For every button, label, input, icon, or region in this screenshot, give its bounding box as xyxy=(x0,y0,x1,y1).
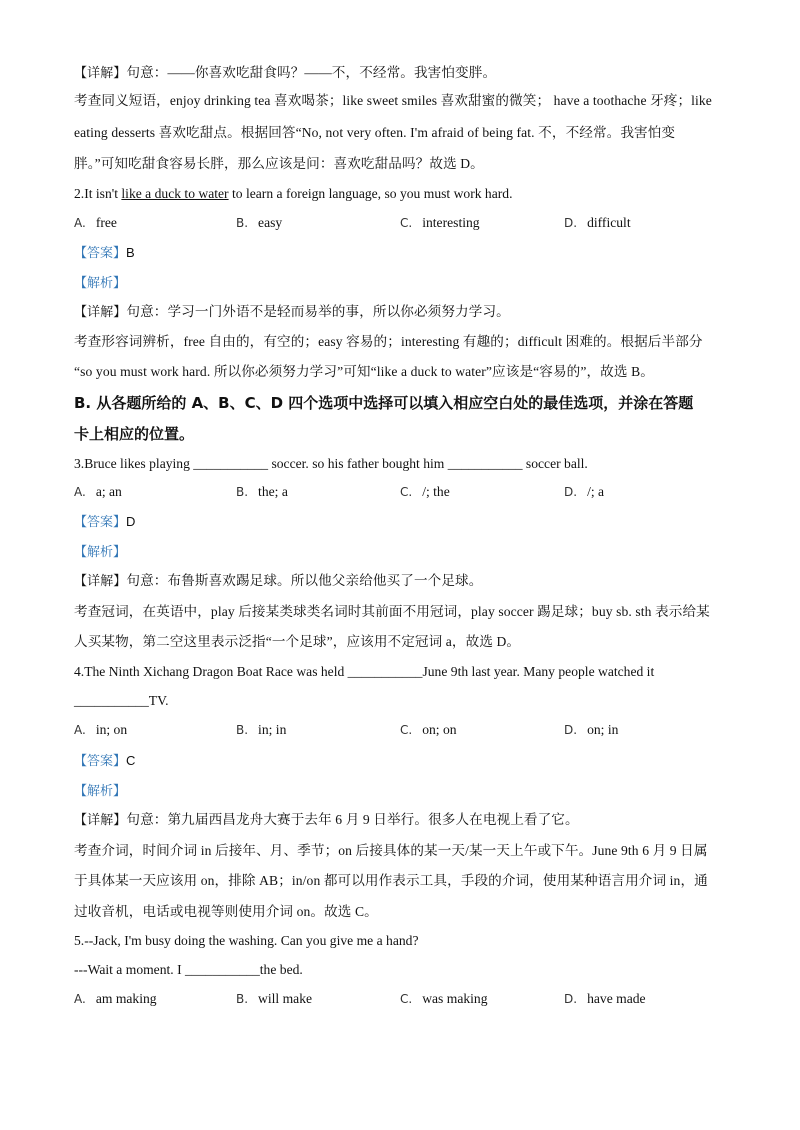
option-letter: C. xyxy=(400,485,413,499)
answer-value: C xyxy=(126,753,136,768)
analysis-tag: 【解析】 xyxy=(74,276,127,291)
option-text: in; on xyxy=(95,722,128,737)
option-text: the; a xyxy=(258,484,288,499)
option-text: on; on xyxy=(422,722,457,737)
q5-option-a xyxy=(74,991,157,1007)
detail-tag: 【详解】 xyxy=(74,66,127,81)
q5-option-d xyxy=(564,991,646,1007)
q3-option-b xyxy=(236,484,288,500)
option-text: difficult xyxy=(587,215,631,230)
q3-option-c xyxy=(400,484,450,500)
option-text: easy xyxy=(258,215,283,230)
option-letter: D. xyxy=(564,992,578,1006)
option-text: a; an xyxy=(95,484,122,499)
q2-option-c xyxy=(400,215,480,231)
option-letter: D. xyxy=(564,216,578,230)
q2-stem xyxy=(74,185,512,203)
q3-analysis-line-2: 人买某物，第二空这里表示泛指“一个足球”，应该用不定冠词 a，故选 D。 xyxy=(74,634,521,649)
detail-tag: 【详解】 xyxy=(74,813,127,828)
q1-detail-text: 句意：——你喜欢吃甜食吗？——不，不经常。我害怕变胖。 xyxy=(126,65,497,80)
section-b-heading-line-1: B. 从各题所给的 A、B、C、D 四个选项中选择可以填入相应空白处的最佳选项，并涂在答题 xyxy=(74,394,694,412)
option-text: /; the xyxy=(422,484,450,499)
detail-tag: 【详解】 xyxy=(74,305,127,320)
option-letter: A. xyxy=(74,992,86,1006)
q4-option-b xyxy=(236,722,286,738)
q4-option-d xyxy=(564,722,618,738)
q4-analysis-heading xyxy=(74,782,126,801)
q4-detail-text: 句意：第九届西昌龙舟大赛于去年 6 月 9 日举行。很多人在电视上看了它。 xyxy=(126,812,579,827)
q3-analysis-heading xyxy=(74,543,126,562)
option-letter: D. xyxy=(564,723,578,737)
option-text: am making xyxy=(95,991,157,1006)
option-letter: C. xyxy=(400,992,413,1006)
section-b-heading-line-2: 卡上相应的位置。 xyxy=(74,425,195,443)
q2-analysis-line-2: “so you must work hard. 所以你必须努力学习”可知“like a duck to water”应该是“容易的”，故选 B。 xyxy=(74,364,654,379)
option-text: will make xyxy=(258,991,313,1006)
q2-stem-post: to learn a foreign language, so you must work hard. xyxy=(228,186,513,201)
q5-stem-line-2: ---Wait a moment. I ___________the bed. xyxy=(74,962,303,977)
q4-analysis-line-1: 考查介词，时间介词 in 后接年、月、季节；on 后接具体的某一天/某一天上午或下午。June 9th 6 月 9 日属 xyxy=(74,843,708,858)
analysis-tag: 【解析】 xyxy=(74,545,127,560)
option-text: /; a xyxy=(587,484,605,499)
q4-detail-line xyxy=(74,811,579,830)
option-text: free xyxy=(95,215,117,230)
q2-option-d xyxy=(564,215,631,231)
answer-tag: 【答案】 xyxy=(74,754,127,769)
option-text: interesting xyxy=(422,215,480,230)
q3-analysis-line-1: 考查冠词，在英语中，play 后接某类球类名词时其前面不用冠词，play soccer 踢足球；buy sb. sth 表示给某 xyxy=(74,604,710,619)
q1-analysis-line-3: 胖。”可知吃甜食容易长胖，那么应该是问：喜欢吃甜品吗？故选 D。 xyxy=(74,156,484,171)
q2-option-a xyxy=(74,215,117,231)
option-letter: C. xyxy=(400,723,413,737)
option-letter: A. xyxy=(74,216,86,230)
q2-detail-line xyxy=(74,303,510,322)
q4-option-a xyxy=(74,722,127,738)
q3-detail-line xyxy=(74,572,482,591)
q5-option-b xyxy=(236,991,312,1007)
option-letter: D. xyxy=(564,485,578,499)
q1-analysis-line-2: eating desserts 喜欢吃甜点。根据回答“No, not very often. I'm afraid of being fat. 不，不经常。我害怕变 xyxy=(74,125,676,140)
q2-detail-text: 句意：学习一门外语不是轻而易举的事，所以你必须努力学习。 xyxy=(126,304,510,319)
q2-stem-pre: 2.It isn't xyxy=(74,186,122,201)
option-letter: B. xyxy=(236,992,249,1006)
q2-analysis-heading xyxy=(74,274,126,293)
q3-detail-text: 句意：布鲁斯喜欢踢足球。所以他父亲给他买了一个足球。 xyxy=(126,573,483,588)
q2-answer xyxy=(74,244,135,263)
q2-underlined-phrase: like a duck to water xyxy=(121,186,229,201)
q3-stem: 3.Bruce likes playing ___________ soccer. so his father bought him ___________ soccer ball. xyxy=(74,456,588,471)
detail-tag: 【详解】 xyxy=(74,574,127,589)
option-text: in; in xyxy=(258,722,287,737)
q1-detail-line xyxy=(74,64,496,83)
option-letter: C. xyxy=(400,216,413,230)
q4-analysis-line-3: 过收音机，电话或电视等则使用介词 on。故选 C。 xyxy=(74,904,378,919)
q3-option-d xyxy=(564,484,604,500)
q2-analysis-line-1: 考查形容词辨析，free 自由的，有空的；easy 容易的；interesting 有趣的；difficult 困难的。根据后半部分 xyxy=(74,334,703,349)
answer-tag: 【答案】 xyxy=(74,515,127,530)
q4-stem-line-2: ___________TV. xyxy=(74,693,169,708)
q4-option-c xyxy=(400,722,457,738)
q5-option-c xyxy=(400,991,488,1007)
q4-answer xyxy=(74,752,135,771)
option-letter: B. xyxy=(236,485,249,499)
analysis-tag: 【解析】 xyxy=(74,784,127,799)
option-text: was making xyxy=(422,991,488,1006)
option-letter: B. xyxy=(236,723,249,737)
option-letter: A. xyxy=(74,485,86,499)
q1-analysis-line-1: 考查同义短语，enjoy drinking tea 喜欢喝茶；like sweet smiles 喜欢甜蜜的微笑； have a toothache 牙疼；like xyxy=(74,93,712,108)
q5-stem-line-1: 5.--Jack, I'm busy doing the washing. Can you give me a hand? xyxy=(74,933,419,948)
option-letter: A. xyxy=(74,723,86,737)
q4-stem-line-1: 4.The Ninth Xichang Dragon Boat Race was held ___________June 9th last year. Many people watched it xyxy=(74,664,655,679)
q3-answer xyxy=(74,513,135,532)
answer-tag: 【答案】 xyxy=(74,246,127,261)
option-letter: B. xyxy=(236,216,249,230)
q2-option-b xyxy=(236,215,282,231)
option-text: on; in xyxy=(587,722,619,737)
q4-analysis-line-2: 于具体某一天应该用 on，排除 AB；in/on 都可以用作表示工具，手段的介词，使用某种语言用介词 in，通 xyxy=(74,873,708,888)
option-text: have made xyxy=(587,991,646,1006)
q3-option-a xyxy=(74,484,122,500)
answer-value: B xyxy=(126,245,135,260)
answer-value: D xyxy=(126,514,136,529)
